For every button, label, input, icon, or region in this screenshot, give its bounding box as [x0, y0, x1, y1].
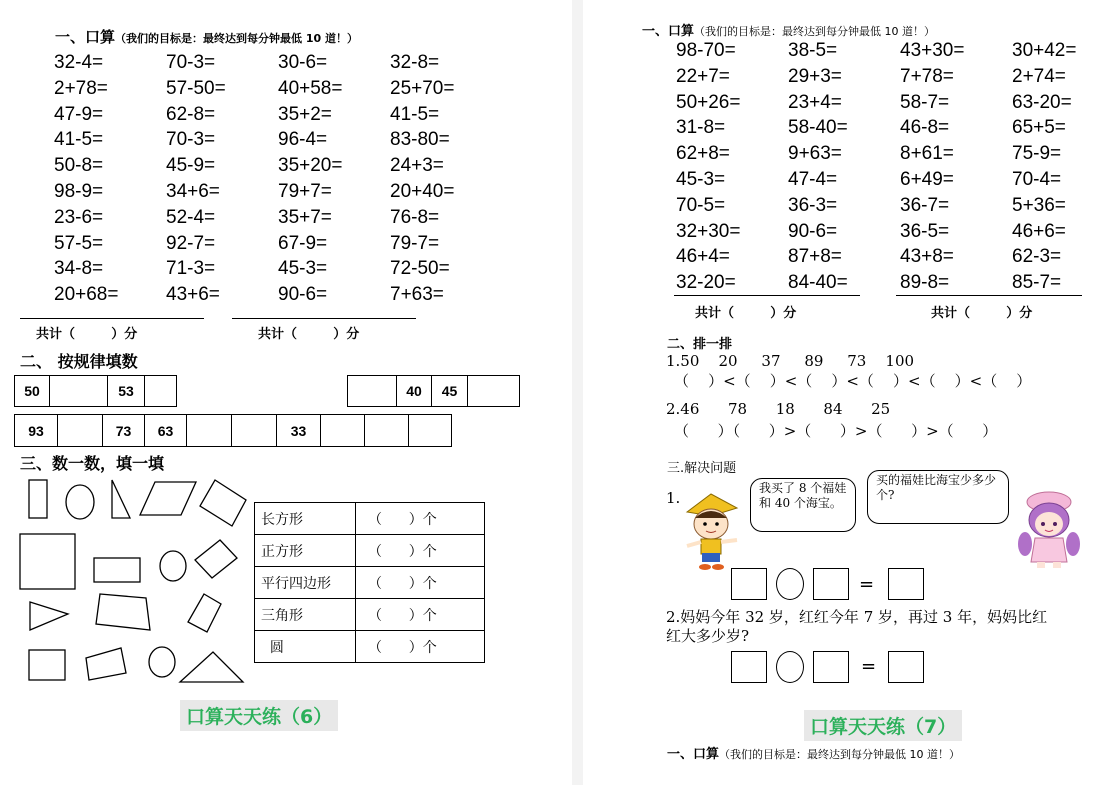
arithmetic-problem: 7+63=: [390, 284, 444, 306]
section3-title: 三、数一数，填一填: [20, 454, 165, 473]
sequence-cell[interactable]: 45: [432, 376, 468, 406]
shape-name-cell: 圆: [255, 631, 356, 663]
arithmetic-problem: 29+3=: [788, 65, 842, 87]
section2-title: 二、排一排: [667, 337, 733, 352]
total-line-1: [674, 295, 860, 296]
order-question-1-numbers: 1.50 20 37 89 73 100: [666, 352, 915, 370]
arithmetic-problem: 79-7=: [390, 232, 440, 254]
order-question-2-blanks[interactable]: （ ）（ ）>（ ）>（ ）>（ ）: [674, 422, 998, 440]
arithmetic-problem: 20+40=: [390, 180, 455, 202]
arithmetic-problem: 36-3=: [788, 194, 838, 216]
triangle-shape: [180, 652, 243, 682]
arithmetic-problem: 70-3=: [166, 52, 216, 73]
equals-sign: =: [861, 656, 877, 677]
girl-cartoon-icon: [1015, 488, 1083, 572]
arithmetic-problem: 87+8=: [788, 246, 842, 268]
sequence-cell[interactable]: [321, 415, 365, 446]
shape-count-answer[interactable]: （ ）个: [356, 599, 485, 631]
order-question-1-blanks[interactable]: （ ）<（ ）<（ ）<（ ）<（ ）<（ ）: [674, 372, 1032, 390]
answer-box[interactable]: [813, 568, 849, 600]
next-section-heading: [667, 743, 960, 762]
order-question-2-numbers: 2.46 78 18 84 25: [666, 400, 891, 418]
sequence-cell[interactable]: 50: [15, 376, 50, 406]
arithmetic-problem: 43+30=: [900, 40, 965, 61]
total-score-1: 共计（ ）分: [36, 327, 138, 342]
arithmetic-problem: 40+58=: [278, 77, 343, 99]
sequence-row1-b: [347, 375, 520, 407]
arithmetic-problem: 43+6=: [166, 284, 220, 306]
sequence-row1-a: [14, 375, 177, 407]
arithmetic-problem: 90-6=: [788, 220, 838, 242]
arithmetic-problem: 57-50=: [166, 77, 226, 99]
sequence-cell[interactable]: [187, 415, 232, 446]
arithmetic-problem: 32-4=: [54, 52, 104, 73]
arithmetic-problem: 62+8=: [676, 143, 730, 165]
arithmetic-problem: 46+6=: [1012, 220, 1066, 242]
circle-shape: [160, 551, 186, 581]
arithmetic-problem: 62-8=: [166, 103, 216, 125]
shape-name-cell: 长方形: [255, 503, 356, 535]
arithmetic-problem: 45-3=: [676, 168, 726, 190]
arithmetic-problem: 25+70=: [390, 77, 455, 99]
sequence-cell[interactable]: 63: [145, 415, 187, 446]
section1-heading: [55, 26, 358, 47]
sequence-cell[interactable]: [365, 415, 409, 446]
arithmetic-problem: 83-80=: [390, 129, 450, 151]
worksheet-banner-6: 口算天天练（6）: [180, 700, 338, 731]
boy-cartoon-icon: [681, 490, 743, 572]
arithmetic-problem: 70-3=: [166, 129, 216, 151]
arithmetic-problem: 34+6=: [166, 180, 220, 202]
triangle-shape: [112, 480, 130, 518]
square-shape: [188, 594, 221, 632]
arithmetic-problem: 43+8=: [900, 246, 954, 268]
square-shape: [29, 650, 65, 680]
worksheet-banner-7: 口算天天练（7）: [804, 710, 962, 741]
total-score-2: 共计（ ）分: [931, 306, 1033, 321]
arithmetic-problem: 20+68=: [54, 284, 119, 306]
shape-name-cell: 三角形: [255, 599, 356, 631]
arithmetic-problem: 75-9=: [1012, 143, 1062, 165]
arithmetic-problem: 32-20=: [676, 272, 736, 294]
sequence-cell[interactable]: 53: [108, 376, 145, 406]
arithmetic-problem: 90-6=: [278, 284, 328, 306]
arithmetic-problem: 63-20=: [1012, 91, 1072, 113]
arithmetic-problem: 47-4=: [788, 168, 838, 190]
arithmetic-problem: 41-5=: [54, 129, 104, 151]
answer-box[interactable]: [813, 651, 849, 683]
arithmetic-problem: 71-3=: [166, 258, 216, 280]
section1-heading: [642, 20, 935, 39]
sequence-cell[interactable]: [58, 415, 103, 446]
sequence-cell[interactable]: 73: [103, 415, 145, 446]
arithmetic-problem: 8+61=: [900, 143, 954, 165]
arithmetic-problem: 45-9=: [166, 155, 216, 177]
arithmetic-grid: [676, 38, 1120, 296]
sequence-cell[interactable]: [145, 376, 178, 406]
word-problem-1-number: 1.: [666, 489, 681, 507]
shape-count-row: [255, 535, 485, 567]
shapes-illustration: [0, 470, 260, 690]
shape-count-answer[interactable]: （ ）个: [356, 535, 485, 567]
arithmetic-problem: 67-9=: [278, 232, 328, 254]
arithmetic-problem: 30+42=: [1012, 40, 1077, 61]
arithmetic-problem: 23-6=: [54, 206, 104, 228]
arithmetic-problem: 85-7=: [1012, 272, 1062, 294]
arithmetic-problem: 84-40=: [788, 272, 848, 294]
arithmetic-problem: 22+7=: [676, 65, 730, 87]
total-line-2: [232, 318, 416, 319]
speech-bubble-boy: 我买了 8 个福娃和 40 个海宝。: [750, 478, 856, 532]
arithmetic-problem: 62-3=: [1012, 246, 1062, 268]
word-problem-2-line1: 2.妈妈今年 32 岁，红红今年 7 岁，再过 3 年，妈妈比红: [666, 608, 1048, 626]
sequence-row2: [14, 414, 452, 447]
arithmetic-problem: 58-40=: [788, 117, 848, 139]
answer-box[interactable]: [731, 568, 767, 600]
shape-count-answer[interactable]: （ ）个: [356, 503, 485, 535]
answer-box[interactable]: [731, 651, 767, 683]
section1-title: 一、口算: [55, 28, 116, 46]
word-problem-2-line2: 红大多少岁?: [666, 627, 750, 645]
rectangle-shape: [94, 558, 140, 582]
total-line-1: [20, 318, 204, 319]
total-line-2: [896, 295, 1082, 296]
shape-count-row: [255, 503, 485, 535]
arithmetic-problem: 57-5=: [54, 232, 104, 254]
section3-title: 三.解决问题: [667, 461, 737, 476]
rectangle-shape: [86, 648, 126, 680]
arithmetic-problem: 2+74=: [1012, 65, 1066, 87]
arithmetic-problem: 23+4=: [788, 91, 842, 113]
sequence-cell[interactable]: [468, 376, 521, 406]
total-score-1: 共计（ ）分: [695, 306, 797, 321]
shape-count-row: [255, 631, 485, 663]
arithmetic-problem: 7+78=: [900, 65, 954, 87]
total-score-2: 共计（ ）分: [258, 327, 360, 342]
arithmetic-problem: 50-8=: [54, 155, 104, 177]
arithmetic-problem: 47-9=: [54, 103, 104, 125]
arithmetic-problem: 41-5=: [390, 103, 440, 125]
arithmetic-problem: 35+20=: [278, 155, 343, 177]
arithmetic-problem: 50+26=: [676, 91, 741, 113]
shape-count-answer[interactable]: （ ）个: [356, 567, 485, 599]
circle-shape: [66, 485, 94, 519]
parallelogram-shape: [195, 540, 237, 578]
sequence-cell[interactable]: [50, 376, 108, 406]
arithmetic-problem: 35+7=: [278, 206, 332, 228]
shape-count-row: [255, 599, 485, 631]
arithmetic-problem: 6+49=: [900, 168, 954, 190]
arithmetic-problem: 9+63=: [788, 143, 842, 165]
arithmetic-problem: 30-6=: [278, 52, 328, 73]
arithmetic-problem: 32+30=: [676, 220, 741, 242]
section1-note: （我们的目标是：最终达到每分钟最低 10 道！）: [115, 32, 358, 45]
worksheet-page-7: [583, 0, 1120, 785]
arithmetic-problem: 98-70=: [676, 40, 736, 61]
arithmetic-problem: 36-5=: [900, 220, 950, 242]
sequence-cell[interactable]: [409, 415, 453, 446]
rectangle-shape: [29, 480, 47, 518]
square-shape: [200, 480, 246, 526]
sequence-cell[interactable]: 40: [397, 376, 432, 406]
arithmetic-problem: 46+4=: [676, 246, 730, 268]
square-shape: [20, 534, 75, 589]
equals-sign: =: [859, 574, 875, 595]
arithmetic-problem: 46-8=: [900, 117, 950, 139]
shape-count-table: [254, 502, 485, 663]
operator-circle[interactable]: [776, 568, 804, 600]
arithmetic-problem: 52-4=: [166, 206, 216, 228]
quadrilateral-shape: [96, 594, 150, 630]
answer-box[interactable]: [888, 568, 924, 600]
arithmetic-problem: 72-50=: [390, 258, 450, 280]
arithmetic-problem: 2+78=: [54, 77, 108, 99]
arithmetic-problem: 98-9=: [54, 180, 104, 202]
section1-title: 一、口算: [642, 24, 695, 39]
sequence-cell[interactable]: [232, 415, 277, 446]
arithmetic-problem: 79+7=: [278, 180, 332, 202]
arithmetic-problem: 35+2=: [278, 103, 332, 125]
parallelogram-shape: [140, 482, 196, 515]
section2-title: 二、 按规律填数: [20, 352, 138, 371]
arithmetic-problem: 76-8=: [390, 206, 440, 228]
arithmetic-problem: 92-7=: [166, 232, 216, 254]
triangle-shape: [30, 602, 68, 630]
shape-count-row: [255, 567, 485, 599]
arithmetic-problem: 5+36=: [1012, 194, 1066, 216]
arithmetic-grid: [54, 50, 502, 308]
arithmetic-problem: 31-8=: [676, 117, 726, 139]
arithmetic-problem: 34-8=: [54, 258, 104, 280]
arithmetic-problem: 65+5=: [1012, 117, 1066, 139]
next-section-note: （我们的目标是：最终达到每分钟最低 10 道！）: [719, 748, 961, 761]
shape-name-cell: 平行四边形: [255, 567, 356, 599]
arithmetic-problem: 24+3=: [390, 155, 444, 177]
arithmetic-problem: 70-5=: [676, 194, 726, 216]
next-section-title: 一、口算: [667, 747, 720, 762]
operator-circle[interactable]: [776, 651, 804, 683]
shape-name-cell: 正方形: [255, 535, 356, 567]
arithmetic-problem: 58-7=: [900, 91, 950, 113]
speech-bubble-girl: 买的福娃比海宝少多少个?: [867, 470, 1009, 524]
answer-box[interactable]: [888, 651, 924, 683]
sequence-cell[interactable]: 93: [15, 415, 58, 446]
arithmetic-problem: 36-7=: [900, 194, 950, 216]
arithmetic-problem: 38-5=: [788, 40, 838, 61]
sequence-cell[interactable]: 33: [277, 415, 321, 446]
circle-shape: [149, 647, 175, 677]
arithmetic-problem: 89-8=: [900, 272, 950, 294]
sequence-cell[interactable]: [348, 376, 397, 406]
shape-count-answer[interactable]: （ ）个: [356, 631, 485, 663]
arithmetic-problem: 96-4=: [278, 129, 328, 151]
arithmetic-problem: 32-8=: [390, 52, 440, 73]
section1-note: （我们的目标是：最终达到每分钟最低 10 道！）: [694, 25, 936, 38]
arithmetic-problem: 70-4=: [1012, 168, 1062, 190]
arithmetic-problem: 45-3=: [278, 258, 328, 280]
